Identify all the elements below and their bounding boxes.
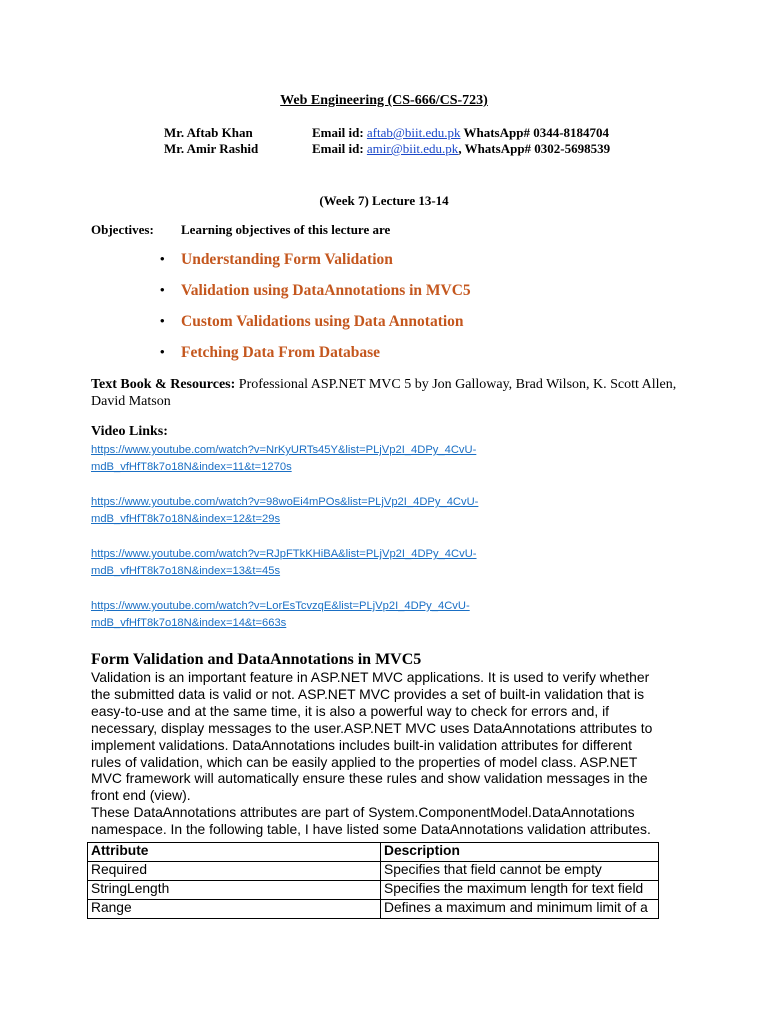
instructor-name: Mr. Aftab Khan xyxy=(164,125,253,140)
table-row xyxy=(88,900,659,919)
objective-text: Fetching Data From Database xyxy=(181,344,381,361)
paragraph-line: Validation is an important feature in ASP.NET MVC applications. It is used to verify whether xyxy=(91,669,650,685)
textbook-label: Text Book & Resources: xyxy=(91,377,236,392)
video-link-line: https://www.youtube.com/watch?v=98woEi4mPOs&list=PLjVp2I_4DPy_4CvU- xyxy=(91,496,479,508)
table-cell: Specifies the maximum length for text field xyxy=(381,881,659,900)
objective-item xyxy=(160,282,471,300)
video-links-label: Video Links: xyxy=(91,424,168,439)
paragraph-line: necessary, display messages to the user.ASP.NET MVC uses DataAnnotations attributes to xyxy=(91,719,653,736)
video-link[interactable] xyxy=(91,442,476,476)
video-link-line: mdB_vfHfT8k7o18N&index=14&t=663s xyxy=(91,617,287,629)
bullet-icon: • xyxy=(160,251,165,266)
video-link-line: https://www.youtube.com/watch?v=NrKyURTs45Y&list=PLjVp2I_4DPy_4CvU- xyxy=(91,444,477,456)
whatsapp-number: , WhatsApp# 0302-5698539 xyxy=(458,141,611,156)
table-cell: Defines a maximum and minimum limit of a xyxy=(381,900,659,919)
table-cell: Specifies that field cannot be empty xyxy=(381,862,659,881)
table-cell: Range xyxy=(88,900,381,919)
table-cell: StringLength xyxy=(88,881,381,900)
objective-item xyxy=(160,344,380,362)
objective-text: Understanding Form Validation xyxy=(181,251,393,268)
bullet-icon: • xyxy=(160,344,165,359)
table-row xyxy=(88,881,659,900)
whatsapp-number: WhatsApp# 0344-8184704 xyxy=(460,125,610,140)
paragraph-line: the submitted data is valid or not. ASP.NET MVC provides a set of built-in validation that is xyxy=(91,685,645,702)
video-link[interactable] xyxy=(91,598,470,632)
paragraph-line: easy-to-use and at the same time, it is also a powerful way to check for errors and, if xyxy=(91,702,610,719)
objectives-label: Objectives: xyxy=(91,222,154,237)
table-header-cell: Attribute xyxy=(88,843,381,862)
video-link-line: mdB_vfHfT8k7o18N&index=11&t=1270s xyxy=(91,461,292,473)
table-header-row xyxy=(88,843,659,862)
paragraph-line: MVC framework will automatically ensure these rules and show validation messages in the xyxy=(91,770,648,787)
attributes-table xyxy=(87,842,659,919)
bullet-icon: • xyxy=(160,313,165,328)
email-link[interactable]: aftab@biit.edu.pk xyxy=(366,125,461,140)
paragraph-line: rules of validation, which can be easily applied to the properties of model class. ASP.NET xyxy=(91,753,638,770)
body-paragraph xyxy=(91,669,691,838)
video-link[interactable] xyxy=(91,494,478,528)
bullet-icon: • xyxy=(160,282,165,297)
video-link-line: mdB_vfHfT8k7o18N&index=12&t=29s xyxy=(91,513,281,525)
paragraph-line: front end (view). xyxy=(91,787,191,804)
video-link-line: https://www.youtube.com/watch?v=RJpFTkKHiBA&list=PLjVp2I_4DPy_4CvU- xyxy=(91,548,477,560)
instructor-name: Mr. Amir Rashid xyxy=(164,141,259,156)
table-row xyxy=(88,862,659,881)
course-title: Web Engineering (CS-666/CS-723) xyxy=(280,93,488,108)
objective-text: Custom Validations using Data Annotation xyxy=(181,313,464,330)
paragraph-line: namespace. In the following table, I have listed some DataAnnotations validation attributes. xyxy=(91,821,651,838)
textbook-line-2: David Matson xyxy=(91,394,171,409)
email-label: Email id: xyxy=(312,125,364,140)
week-title: (Week 7) Lecture 13-14 xyxy=(319,193,449,208)
section-heading: Form Validation and DataAnnotations in MVC5 xyxy=(91,651,422,668)
objective-item xyxy=(160,313,464,331)
email-link[interactable]: amir@biit.edu.pk xyxy=(366,141,459,156)
instructor-contact xyxy=(312,125,609,141)
textbook-line-1: Professional ASP.NET MVC 5 by Jon Galloway, Brad Wilson, K. Scott Allen, xyxy=(235,377,677,392)
paragraph-line: implement validations. DataAnnotations includes built-in validation attributes for different xyxy=(91,736,633,753)
table-header-cell: Description xyxy=(381,843,659,862)
objectives-intro: Learning objectives of this lecture are xyxy=(181,222,391,237)
paragraph-line: These DataAnnotations attributes are part of System.ComponentModel.DataAnnotations xyxy=(91,804,635,821)
email-label: Email id: xyxy=(312,141,364,156)
video-link-line: https://www.youtube.com/watch?v=LorEsTcvzqE&list=PLjVp2I_4DPy_4CvU- xyxy=(91,600,470,612)
instructor-contact xyxy=(312,141,610,157)
table-cell: Required xyxy=(88,862,381,881)
objective-item xyxy=(160,251,393,269)
video-link-line: mdB_vfHfT8k7o18N&index=13&t=45s xyxy=(91,565,281,577)
objective-text: Validation using DataAnnotations in MVC5 xyxy=(181,282,471,299)
video-link[interactable] xyxy=(91,546,477,580)
textbook-resources xyxy=(91,376,691,410)
